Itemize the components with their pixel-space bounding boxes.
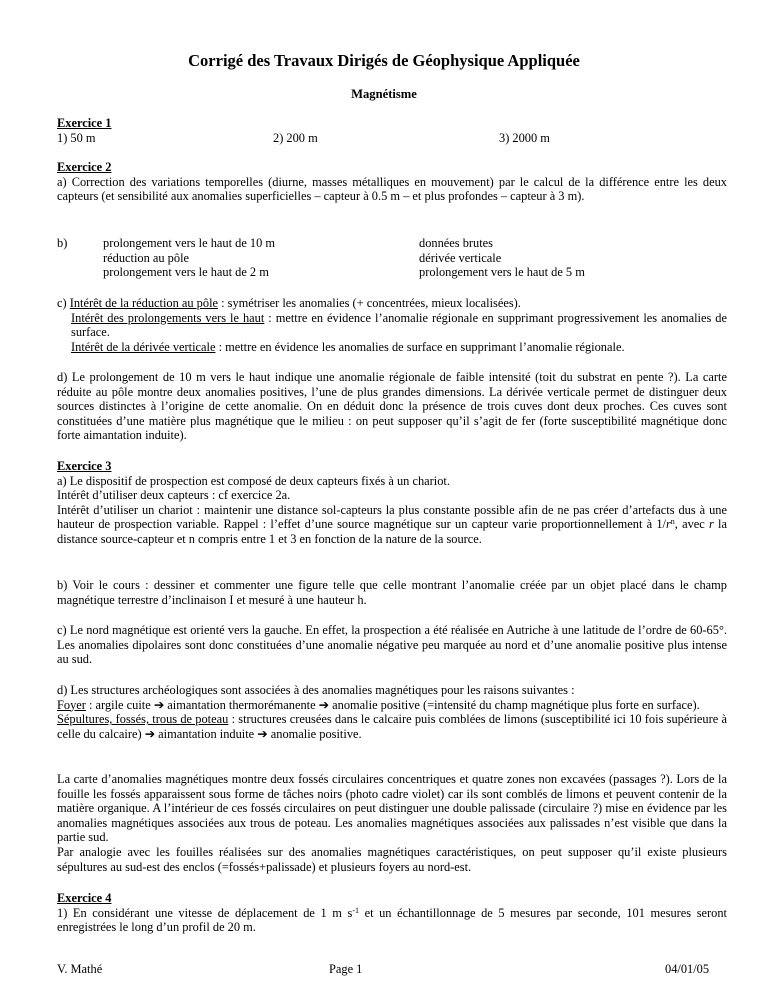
exercise-4-text: [57, 906, 727, 935]
exercise-1-answer-2: 2) 200 m: [273, 130, 318, 145]
exercise-3-e-text: La carte d’anomalies magnétiques montre deux fossés circulaires concentriques et quatre zones non excavées (passages ?). Lors de la fouille les fossés apparaissent sous forme de tâches noirs (photo cadre violet) car ils sont comblés de limons et peuvent contenir de la matière organique. A l’intérieur de ces fossés circulaires on peut distinguer une double palissade (circulaire ?) mise en évidence par les anomalies magnétiques associées aux trous de poteau. Les anomalies magnétiques associées aux palissades n’est visible que dans la partie sud.: [57, 772, 727, 845]
exercise-2-b-left-list: [103, 236, 275, 280]
definition: : mettre en évidence les anomalies de surface en supprimant l’anomalie régionale.: [215, 339, 625, 354]
document-subtitle: Magnétisme: [351, 87, 417, 101]
exercise-3-e: [57, 772, 727, 874]
exercise-3-c-text: c) Le nord magnétique est orienté vers la gauche. En effet, la prospection a été réalisée en Autriche à une latitude de l’ordre de 60-65°. Les anomalies dipolaires sont donc constituées d’une anomalie négative peu marquée au nord et d’une anomalie positive plus intense au sud.: [57, 623, 727, 667]
exercise-3-c: [57, 623, 727, 667]
footer-date: 04/01/05: [665, 962, 710, 976]
text: et un échantillonnage de 5 mesures par seconde, 101 mesures seront enregistrées le long d’un profil de 20 m.: [57, 905, 727, 935]
definition: : mettre en évidence l’anomalie régionale en supprimant progressivement les anomalies de surface.: [71, 310, 727, 340]
exercise-3-d-foyer: [57, 698, 727, 713]
exercise-2-b-label: b): [57, 236, 68, 250]
exercise-3-a3: [57, 503, 727, 547]
term-foyer: Foyer: [57, 697, 86, 712]
exercise-3-heading: Exercice 3: [57, 459, 112, 473]
list-item: dérivée verticale: [419, 250, 502, 265]
footer-author: V. Mathé: [57, 962, 103, 976]
exercise-4-heading: Exercice 4: [57, 891, 112, 905]
definition: : symétriser les anomalies (+ concentrées, mieux localisées).: [218, 296, 521, 310]
prefix: c): [57, 296, 70, 310]
text: Intérêt d’utiliser un chariot : maintenir une distance sol-capteurs la plus constante possible afin de ne pas créer d’artefacts dus à une hauteur de prospection variable. Rappel : l’effet d’une source magnétique sur un capteur varie proportionnellement à 1/: [57, 502, 727, 532]
exercise-3-d-intro: d) Les structures archéologiques sont associées à des anomalies magnétiques pour les raisons suivantes :: [57, 683, 575, 697]
exercise-2-a: a) Correction des variations temporelles (diurne, masses métalliques en mouvement) par le calcul de la différence entre les deux capteurs (et sensibilité aux anomalies superficielles – capteur à 0.5 m – et plus profondes – capteur à 3 m).: [57, 174, 727, 204]
exercise-2-d-text: d) Le prolongement de 10 m vers le haut indique une anomalie régionale de faible intensité (toit du substrat en pente ?). La carte réduite au pôle montre deux anomalies positives, l’une de plus grandes dimensions. La dérivée verticale permet de distinguer deux sources distinctes à l’origine de cette anomalie. On en déduit donc la présence de trois cuves dont deux proches. Ces cuves sont constituées d’une matière plus magnétique que le milieu : on peut supposer qu’il s’agit de fer (forte susceptibilité magnétique donc forte aimantation induite).: [57, 370, 727, 443]
text: la distance source-capteur et n compris entre 1 et 3 en fonction de la nature de la source.: [57, 517, 727, 546]
list-item: données brutes: [419, 236, 493, 250]
term-sepultures: Sépultures, fossés, trous de poteau: [57, 712, 229, 727]
exercise-3-a2: Intérêt d’utiliser deux capteurs : cf exercice 2a.: [57, 488, 291, 503]
exercise-3-d: [57, 683, 727, 741]
definition: : argile cuite ➔ aimantation thermorémanente ➔ anomalie positive (=intensité du champ magnétique plus forte en surface).: [85, 697, 700, 712]
var-r: r: [665, 517, 671, 532]
document-title: Corrigé des Travaux Dirigés de Géophysique Appliquée: [188, 51, 580, 70]
var-r: r: [709, 517, 714, 532]
exercise-2-c2: [57, 311, 727, 340]
exercise-2-c3: [57, 340, 727, 355]
exercise-2-b-right-list: [419, 236, 585, 280]
exercise-3-d-sepultures: [57, 712, 727, 741]
exercise-3-b: [57, 578, 727, 607]
list-item: réduction au pôle: [103, 250, 190, 265]
term-reduction-pole: Intérêt de la réduction au pôle: [69, 296, 219, 310]
page-footer: [57, 962, 727, 977]
list-item: prolongement vers le haut de 5 m: [419, 265, 585, 280]
exponent-n: n: [670, 517, 675, 527]
exercise-1: [57, 116, 727, 146]
exercise-2-c: [57, 296, 727, 354]
definition: : structures creusées dans le calcaire puis comblées de limons (susceptibilité ici 10 fois supérieure à celle du calcaire) ➔ aimantation induite ➔ anomalie positive.: [57, 712, 728, 741]
exercise-4: [57, 891, 727, 935]
exercise-1-answers: [57, 131, 727, 146]
text: 1) En considérant une vitesse de déplacement de 1 m s: [57, 905, 353, 920]
exercise-3-b-text: b) Voir le cours : dessiner et commenter une figure telle que celle montrant l’anomalie créée par un objet placé dans le champ magnétique terrestre d’inclinaison I et mesuré à une hauteur h.: [57, 578, 727, 607]
exercise-1-heading: Exercice 1: [57, 116, 112, 130]
term-derivee: Intérêt de la dérivée verticale: [71, 339, 216, 354]
list-item: prolongement vers le haut de 10 m: [103, 236, 276, 250]
exercise-1-answer-3: 3) 2000 m: [499, 130, 550, 145]
exercise-3: [57, 459, 727, 547]
exercise-3-a1: a) Le dispositif de prospection est composé de deux capteurs fixés à un chariot.: [57, 473, 450, 488]
term-prolongements: Intérêt des prolongements vers le haut: [71, 310, 265, 325]
exercise-3-f-text: Par analogie avec les fouilles réalisées sur des anomalies magnétiques caractéristiques, on peut supposer qu’il existe plusieurs sépultures au sud-est des enclos (=fossés+palissade) et plusieurs foyers au nord-est.: [57, 844, 727, 874]
exercise-2-d: [57, 370, 727, 443]
exercise-2-b: [57, 236, 727, 282]
footer-page-number: Page 1: [329, 962, 363, 976]
exercise-2: [57, 160, 727, 204]
text: , avec: [674, 517, 710, 532]
list-item: prolongement vers le haut de 2 m: [103, 265, 269, 280]
exponent: -1: [352, 905, 359, 915]
exercise-2-heading: Exercice 2: [57, 160, 112, 174]
exercise-2-c1: [57, 296, 727, 311]
exercise-1-answer-1: 1) 50 m: [57, 130, 96, 145]
